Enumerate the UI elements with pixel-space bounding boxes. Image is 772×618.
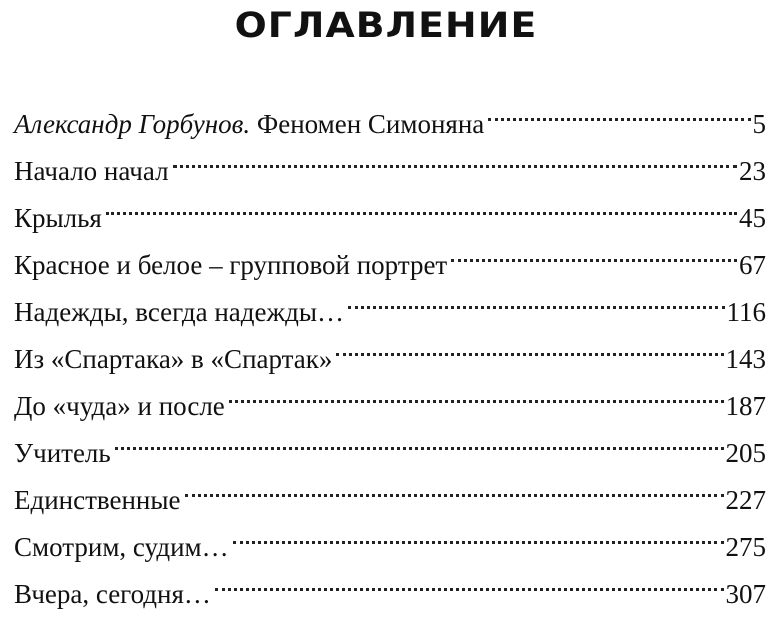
toc-entry	[14, 180, 766, 233]
dot-leader	[348, 274, 724, 321]
toc-entry-page: 227	[725, 485, 766, 515]
toc-entry-page: 67	[739, 250, 766, 280]
toc-entry-label: Надежды, всегда надежды…	[14, 297, 345, 327]
dot-leader	[229, 368, 724, 415]
toc-entry-label: Единственные	[14, 485, 181, 515]
toc-entry-page: 205	[725, 438, 766, 468]
toc-entry	[14, 227, 766, 280]
dot-leader	[215, 556, 724, 603]
dot-leader	[185, 462, 724, 509]
dot-leader	[233, 509, 724, 556]
toc-entry-page: 45	[739, 203, 766, 233]
toc-entry-label: Красное и белое – групповой портрет	[14, 250, 448, 280]
dot-leader	[451, 227, 737, 274]
dot-leader	[106, 180, 737, 227]
toc-entry-page: 116	[726, 297, 766, 327]
toc-entry-label: До «чуда» и после	[14, 391, 225, 421]
toc-entry-page: 307	[725, 579, 766, 609]
toc-entry-page: 5	[752, 109, 766, 139]
toc-entry-label: Вчера, сегодня…	[14, 579, 211, 609]
toc-entry-author: Александр Горбунов.	[14, 109, 251, 139]
toc-entry-label: Учитель	[14, 438, 111, 468]
toc-entry-label: Из «Спартака» в «Спартак»	[14, 344, 333, 374]
toc-list	[14, 86, 766, 609]
toc-entry-page: 187	[725, 391, 766, 421]
toc-entry-label: Феномен Симоняна	[256, 109, 485, 139]
page-title: ОГЛАВЛЕНИЕ	[234, 6, 538, 46]
toc-entry	[14, 86, 766, 139]
toc-entry-label: Смотрим, судим…	[14, 532, 229, 562]
toc-entry-page: 143	[725, 344, 766, 374]
toc-entry	[14, 415, 766, 468]
toc-entry	[14, 462, 766, 515]
toc-entry-page: 23	[739, 156, 766, 186]
dot-leader	[115, 415, 724, 462]
dot-leader	[488, 86, 750, 133]
dot-leader	[173, 133, 737, 180]
dot-leader	[336, 321, 723, 368]
toc-entry-label: Начало начал	[14, 156, 169, 186]
toc-entry-label: Крылья	[14, 203, 102, 233]
toc-entry-page: 275	[725, 532, 766, 562]
